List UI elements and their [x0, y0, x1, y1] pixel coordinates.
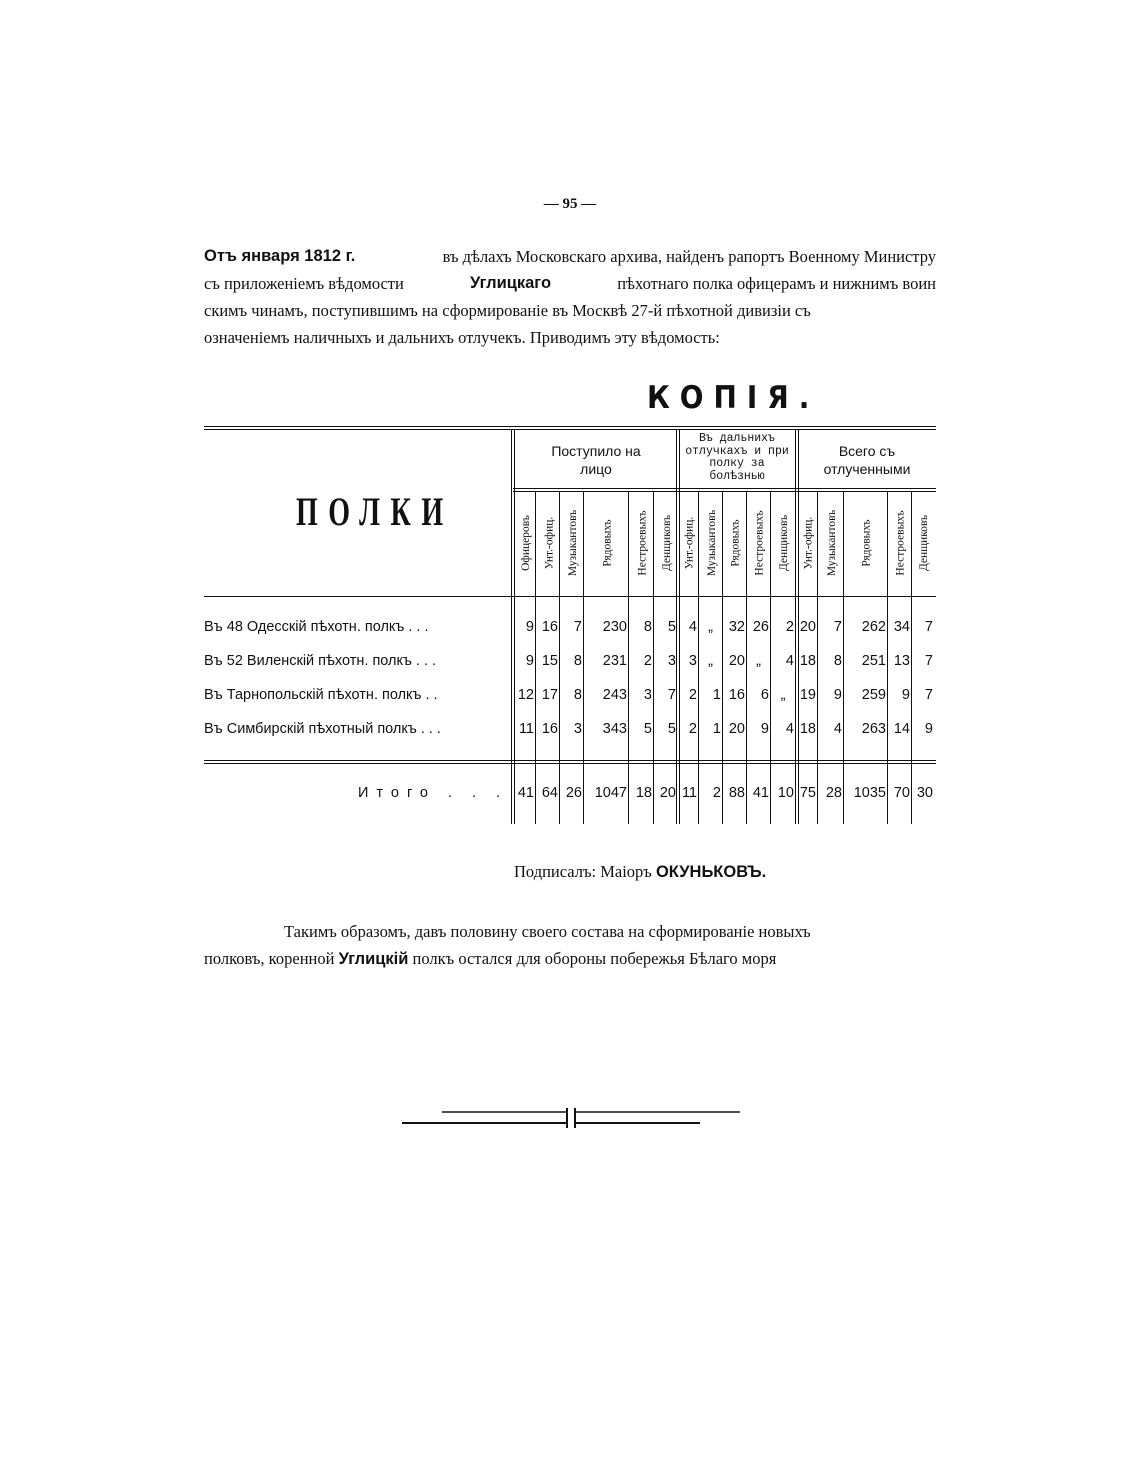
closing-line-2 — [204, 945, 936, 973]
total-cell: 20 — [659, 785, 676, 801]
regiment-name: Углицкаго — [470, 274, 552, 292]
table-cell: 14 — [893, 721, 910, 737]
column-header: Унт.-офиц. — [683, 516, 696, 570]
table-cell: 1 — [712, 721, 721, 737]
total-cell: 18 — [635, 785, 652, 801]
table-cell: 26 — [752, 619, 769, 635]
intro-line-2-text: пѣхотнаго полка офицерамъ и нижнимъ воин — [617, 274, 936, 293]
column-header: Денщиковъ — [778, 514, 791, 572]
row-label: Въ 52 Виленскій пѣхотн. полкъ . . . — [204, 653, 437, 669]
signature-name: ОКУНЬКОВЪ. — [655, 863, 767, 881]
table-cell: 4 — [688, 619, 697, 635]
table-cell: 2 — [785, 619, 794, 635]
table-cell: 7 — [833, 619, 842, 635]
total-top-rule — [204, 760, 936, 761]
row-label: Въ Симбирскій пѣхотный полкъ . . . — [204, 721, 441, 737]
table-cell: 4 — [785, 653, 794, 669]
table-cell: 8 — [573, 687, 582, 703]
total-cell: 26 — [565, 785, 582, 801]
signature-prefix: Подписалъ: Маіоръ — [514, 862, 652, 881]
total-cell: 75 — [799, 785, 816, 801]
table-cell: 8 — [643, 619, 652, 635]
closing-regiment-name: Углицкій — [338, 950, 409, 968]
row-header-polki: ПОЛКИ — [296, 489, 454, 534]
table-cell: 20 — [728, 653, 745, 669]
group-rule — [513, 488, 936, 489]
table-cell: 231 — [602, 653, 627, 669]
table-cell: 16 — [728, 687, 745, 703]
table-cell: 3 — [573, 721, 582, 737]
group-divider — [676, 429, 677, 824]
closing-line-2-text: полкъ остался для обороны побережья Бѣлаго моря — [412, 949, 777, 968]
table-cell: „ — [708, 653, 713, 669]
table-cell: 4 — [785, 721, 794, 737]
group-header-absent: Въ дальнихъ отлучкахъ и при полку за болѣзнью — [685, 432, 789, 483]
intro-line-3: скимъ чинамъ, поступившимъ на сформированіе въ Москвѣ 27-й пѣхотной дивизіи съ — [204, 301, 811, 320]
table-cell: 7 — [573, 619, 582, 635]
table-cell: „ — [708, 619, 713, 635]
column-header: Нестроевыхъ — [636, 510, 649, 576]
total-label: Итого . . . — [358, 785, 509, 801]
table-cell: 8 — [573, 653, 582, 669]
table-cell: 259 — [861, 687, 886, 703]
header-bottom-rule — [204, 596, 936, 597]
table-cell: 6 — [760, 687, 769, 703]
table-cell: 16 — [541, 619, 558, 635]
table-cell: 3 — [667, 653, 676, 669]
table-cell: 9 — [833, 687, 842, 703]
group-divider — [511, 429, 512, 824]
total-cell: 1047 — [594, 785, 627, 801]
column-header: Музыкантовъ — [567, 509, 580, 577]
total-cell: 70 — [893, 785, 910, 801]
table-cell: 5 — [667, 721, 676, 737]
intro-line-4: означеніемъ наличныхъ и дальнихъ отлучекъ. Приводимъ эту вѣдомость: — [204, 328, 720, 347]
total-cell: 64 — [541, 785, 558, 801]
table-cell: 4 — [833, 721, 842, 737]
column-header: Рядовыхъ — [601, 519, 614, 567]
table-cell: „ — [756, 653, 761, 669]
total-cell: 11 — [681, 785, 697, 801]
signature — [514, 862, 766, 882]
row-label: Въ 48 Одесскій пѣхотн. полкъ . . . — [204, 619, 429, 635]
column-header: Унт.-офиц. — [543, 516, 556, 570]
table-cell: 2 — [643, 653, 652, 669]
table-cell: 17 — [541, 687, 558, 703]
table-cell: 9 — [901, 687, 910, 703]
table-cell: 34 — [893, 619, 910, 635]
column-header: Рядовыхъ — [861, 519, 874, 567]
column-header: Унт.-офиц. — [802, 516, 815, 570]
table-cell: 7 — [924, 619, 933, 635]
table-cell: „ — [780, 687, 786, 703]
total-cell: 88 — [728, 785, 745, 801]
total-cell: 30 — [916, 785, 933, 801]
column-header: Нестроевыхъ — [895, 510, 908, 576]
intro-line-1-text: въ дѣлахъ Московскаго архива, найденъ рапортъ Военному Министру — [442, 247, 936, 266]
table-cell: 32 — [728, 619, 745, 635]
total-top-rule-2 — [204, 763, 936, 764]
table-cell: 8 — [833, 653, 842, 669]
table-cell: 18 — [799, 653, 816, 669]
group-header-total: Всего съ отлученными — [823, 443, 911, 477]
total-cell: 41 — [517, 785, 534, 801]
table-cell: 16 — [541, 721, 558, 737]
table-cell: 12 — [517, 687, 534, 703]
table-cell: 7 — [667, 687, 676, 703]
group-header-present: Поступило на лицо — [551, 443, 641, 477]
table-cell: 243 — [602, 687, 627, 703]
table-cell: 20 — [728, 721, 745, 737]
column-header: Денщиковъ — [661, 514, 674, 572]
total-cell: 1035 — [853, 785, 886, 801]
copy-title: КОПІЯ. — [647, 380, 820, 416]
table-cell: 20 — [799, 619, 816, 635]
column-header: Музыкантовъ — [706, 509, 719, 577]
table-cell: 7 — [924, 653, 933, 669]
intro-date: Отъ января 1812 г. — [204, 247, 356, 265]
column-header: Музыкантовъ — [826, 509, 839, 577]
table-cell: 251 — [861, 653, 886, 669]
row-label: Въ Тарнопольскій пѣхотн. полкъ . . — [204, 687, 438, 703]
closing-line-2-pre: полковъ, коренной — [204, 949, 335, 968]
intro-line-2 — [204, 270, 936, 297]
table-cell: 263 — [861, 721, 886, 737]
table-cell: 262 — [861, 619, 886, 635]
column-header: Офицеровъ — [519, 515, 532, 571]
table-cell: 2 — [688, 687, 697, 703]
table-cell: 2 — [688, 721, 697, 737]
table-cell: 11 — [518, 721, 534, 737]
ornament-divider — [402, 1106, 742, 1136]
table-top-rule-2 — [204, 429, 936, 430]
table-cell: 9 — [525, 653, 534, 669]
column-header: Нестроевыхъ — [754, 510, 767, 576]
table-cell: 230 — [602, 619, 627, 635]
table-cell: 9 — [924, 721, 933, 737]
intro-line-2-pre: съ приложеніемъ вѣдомости — [204, 274, 404, 293]
table-cell: 3 — [643, 687, 652, 703]
group-divider — [795, 429, 796, 824]
group-rule-2 — [513, 491, 936, 492]
table-cell: 7 — [924, 687, 933, 703]
table-cell: 9 — [525, 619, 534, 635]
closing-paragraph — [204, 918, 936, 973]
total-cell: 10 — [777, 785, 794, 801]
table-cell: 9 — [760, 721, 769, 737]
column-header: Рядовыхъ — [730, 519, 743, 567]
page-number: — 95 — — [543, 196, 597, 212]
total-cell: 41 — [752, 785, 769, 801]
total-cell: 28 — [825, 785, 842, 801]
column-header: Денщиковъ — [918, 514, 931, 572]
table-cell: 19 — [799, 687, 816, 703]
table-top-rule — [204, 426, 936, 427]
table-cell: 18 — [799, 721, 816, 737]
table-cell: 3 — [688, 653, 697, 669]
intro-line-1 — [204, 243, 936, 270]
table-cell: 13 — [893, 653, 910, 669]
table-cell: 15 — [541, 653, 558, 669]
intro-paragraph — [204, 243, 936, 351]
table-cell: 5 — [643, 721, 652, 737]
closing-line-1: Такимъ образомъ, давъ половину своего состава на сформированіе новыхъ — [284, 922, 811, 941]
table-cell: 1 — [712, 687, 721, 703]
table-cell: 343 — [602, 721, 627, 737]
table-cell: 5 — [667, 619, 676, 635]
total-cell: 2 — [712, 785, 721, 801]
